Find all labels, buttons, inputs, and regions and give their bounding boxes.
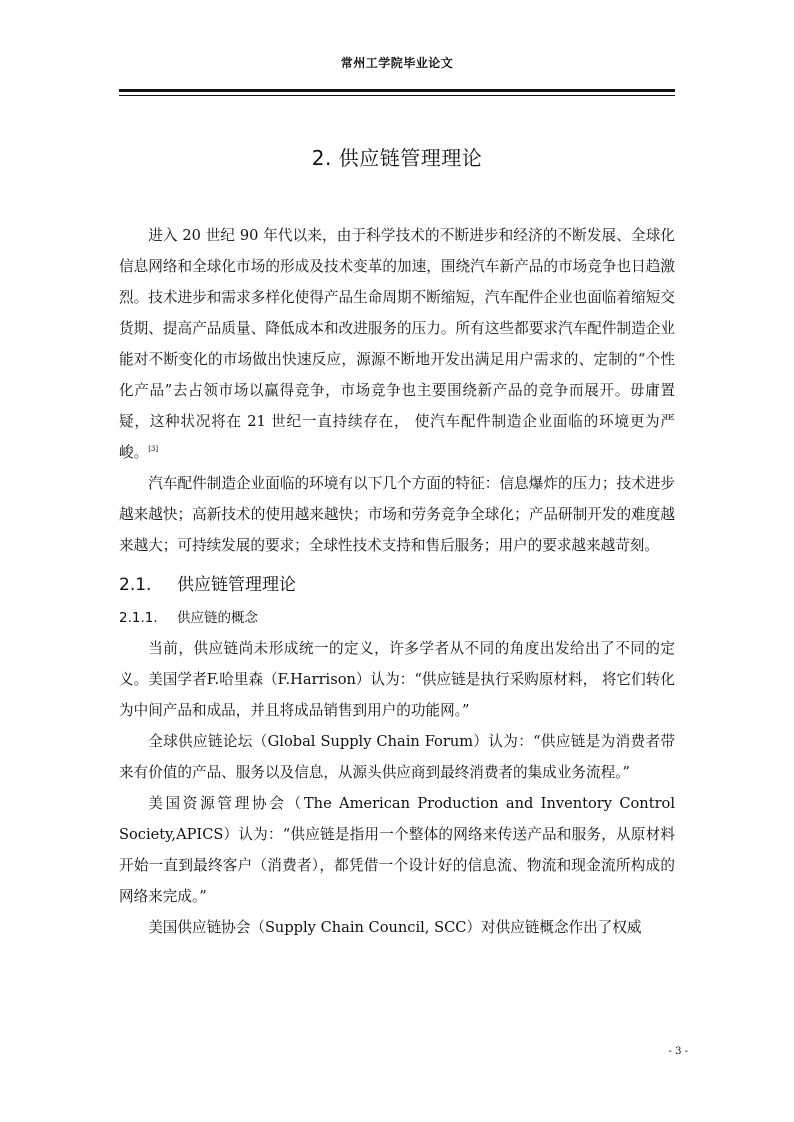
section-title: 供应链管理理论 — [177, 575, 296, 595]
section-heading-2-1 — [119, 567, 675, 603]
concept-paragraph-4: 美国供应链协会（Supply Chain Council, SCC）对供应链概念作出了权威 — [148, 919, 642, 936]
intro-paragraph-1-text: 进入 20 世纪 90 年代以来，由于科学技术的不断进步和经济的不断发展、全球化信息网络和全球化市场的形成及技术变革的加速，围绕汽车新产品的市场竞争也日趋激烈。技术进步和需求多样化使得产品生命周期不断缩短，汽车配件企业也面临着缩短交货期、提高产品质量、降低成本和改进服务的压力。所有这些都要求汽车配件制造企业能对不断变化的市场做出快速反应，源源不断地开发出满足用户需求的、定制的“个性化产品”去占领市场以赢得竞争，市场竞争也主要围绕新产品的竞争而展开。毋庸置疑，这种状况将在 21 世纪一直持续存在， 使汽车配件制造企业面临的环境更为严峻。 — [119, 227, 675, 461]
section-number: 2.1. — [119, 575, 152, 595]
page-body — [119, 138, 675, 943]
footnote-reference: [3] — [148, 445, 159, 454]
header-rule-thick — [119, 89, 675, 92]
page-header: 常州工学院毕业论文 — [340, 56, 454, 70]
page-number: - 3 - — [668, 1046, 688, 1057]
concept-paragraph-1: 当前，供应链尚未形成统一的定义，许多学者从不同的角度出发给出了不同的定义。美国学者F.哈里森（F.Harrison）认为：“供应链是执行采购原材料， 将它们转化为中间产品和成品，并且将成品销售到用户的功能网。” — [119, 640, 675, 719]
header-rule-thin — [119, 95, 675, 96]
subsection-title: 供应链的概念 — [177, 610, 258, 626]
concept-paragraph-3: 美国资源管理协会（The American Production and Inventory Control Society,APICS）认为：“供应链是指用一个整体的网络来传送产品和服务，从原材料开始一直到最终客户（消费者），都凭借一个设计好的信息流、物流和现金流所构成的网络来完成。” — [119, 795, 675, 905]
intro-paragraph-1 — [119, 220, 675, 468]
concept-paragraph-2: 全球供应链论坛（Global Supply Chain Forum）认为：“供应链是为消费者带来有价值的产品、服务以及信息，从源头供应商到最终消费者的集成业务流程。” — [119, 733, 675, 781]
intro-paragraph-2: 汽车配件制造企业面临的环境有以下几个方面的特征：信息爆炸的压力；技术进步越来越快；高新技术的使用越来越快；市场和劳务竞争全球化；产品研制开发的难度越来越大；可持续发展的要求；全球性技术支持和售后服务；用户的要求越来越苛刻。 — [119, 475, 675, 554]
chapter-title: 2. 供应链管理理论 — [311, 146, 483, 170]
subsection-heading-2-1-1 — [119, 603, 675, 633]
subsection-number: 2.1.1. — [119, 610, 158, 626]
